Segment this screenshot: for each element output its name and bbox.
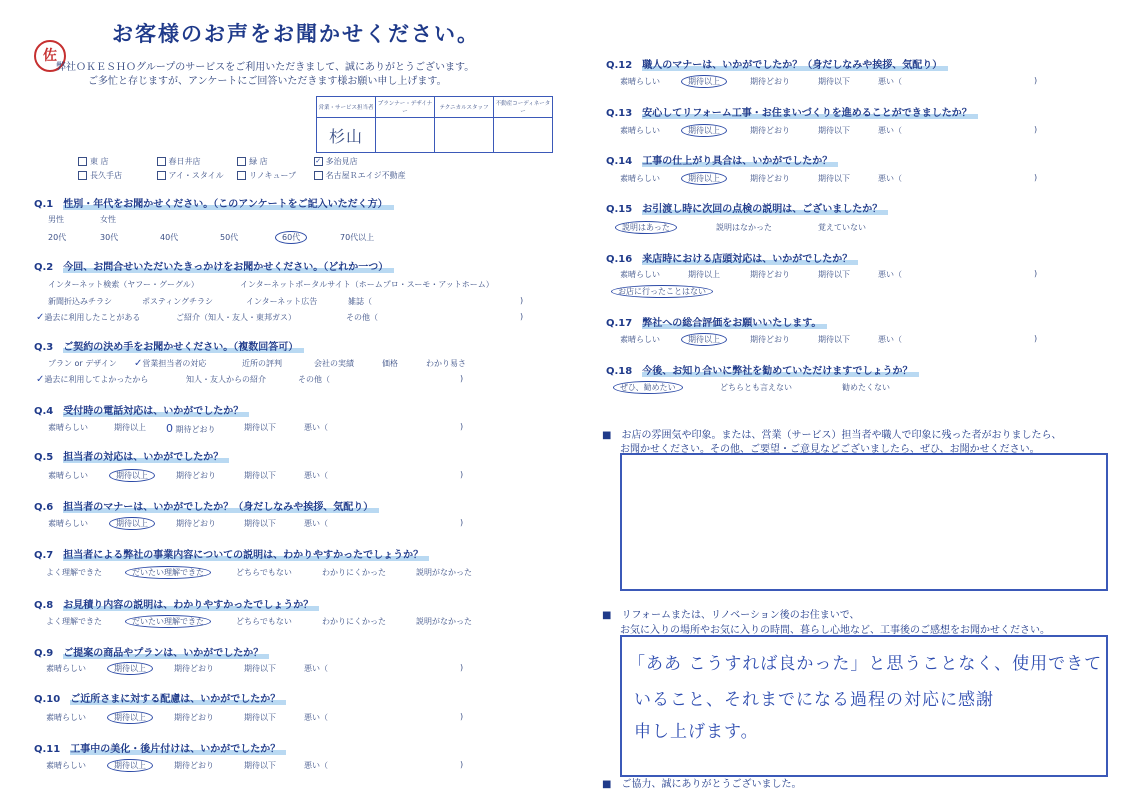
q8-opt-mostly[interactable]: だいたい理解できた — [132, 616, 204, 627]
q12-opt-below[interactable]: 期待以下 — [818, 77, 850, 86]
store-tajimi[interactable]: ✓ 多治見店 — [315, 157, 358, 166]
q6-opt-bad[interactable]: 悪い（ — [304, 519, 328, 528]
q2-opt-other[interactable]: その他（ — [346, 313, 378, 322]
q3-opt-price[interactable]: 価格 — [382, 359, 398, 368]
store-higashi[interactable]: 東 店 — [78, 156, 154, 167]
comment2-prompt-line1: ■ リフォームまたは、リノベーション後のお住まいで、 — [602, 610, 860, 621]
q13-bad-close: ) — [1034, 125, 1038, 134]
q2-opt-magazine[interactable]: 雑誌（ — [348, 297, 372, 306]
q6-opt-above[interactable]: 期待以上 — [116, 518, 148, 529]
store-nagoya-r-age[interactable]: 名古屋Ｒエイジ不動産 — [314, 171, 406, 180]
comment2-box[interactable] — [620, 635, 1108, 777]
q18-opt-neither[interactable]: どちらとも言えない — [720, 383, 792, 392]
q10-bad-close: ) — [460, 712, 464, 721]
thanks-text: ■ ご協力、誠にありがとうございました。 — [602, 779, 802, 790]
checkmark-icon: ✓ — [134, 358, 143, 369]
q12-opt-bad[interactable]: 悪い（ — [878, 77, 902, 86]
q3-opt-track-record[interactable]: 会社の実績 — [314, 359, 354, 368]
q3-opt-other[interactable]: その他（ — [298, 375, 330, 384]
q2-other-close: ) — [520, 312, 524, 321]
q17-bad-close: ) — [1034, 334, 1038, 343]
store-renocube[interactable]: リノキューブ — [237, 170, 311, 181]
q9-opt-as-expected[interactable]: 期待どおり — [174, 664, 214, 673]
q12-opt-excellent[interactable]: 素晴らしい — [620, 77, 660, 86]
q18-opt-definitely[interactable]: ぜひ、勧めたい — [620, 382, 676, 393]
q8-opt-neutral[interactable]: どちらでもない — [236, 617, 292, 626]
store-row-1 — [78, 156, 358, 167]
q11-opt-excellent[interactable]: 素晴らしい — [46, 761, 86, 770]
q4-title: Q.4 受付時の電話対応は、いかがでしたか？ — [34, 402, 249, 417]
q17-opt-bad[interactable]: 悪い（ — [878, 335, 902, 344]
q3-opt-plan[interactable]: プラン or デザイン — [48, 359, 117, 368]
q14-bad-close: ) — [1034, 173, 1038, 182]
staff-value-sales: 杉山 — [317, 118, 376, 153]
q6-title: Q.6 担当者のマナーは、いかがでしたか？（身だしなみや挨拶、気配り） — [34, 498, 379, 513]
q17-opt-above[interactable]: 期待以上 — [688, 334, 720, 345]
comment1-prompt-line1: ■ お店の雰囲気や印象。または、営業（サービス）担当者や職人で印象に残った者がおりましたら、 — [602, 430, 1062, 441]
handwritten-line-3: 申し上げます。 — [634, 722, 759, 742]
q8-title: Q.8 お見積り内容の説明は、わかりやすかったでしょうか？ — [34, 596, 319, 611]
q1-age-40s[interactable]: 40代 — [160, 233, 179, 242]
q8-opt-none[interactable]: 説明がなかった — [416, 617, 472, 626]
form-title: お客様のお声をお聞かせください。 — [112, 22, 480, 46]
q7-title: Q.7 担当者による弊社の事業内容についての説明は、わかりやすかったでしょうか？ — [34, 546, 429, 561]
q17-opt-below[interactable]: 期待以下 — [818, 335, 850, 344]
q7-opt-none[interactable]: 説明がなかった — [416, 568, 472, 577]
staff-table — [316, 96, 553, 153]
q3-opt-clarity[interactable]: わかり易さ — [426, 359, 466, 368]
q4-opt-as-expected[interactable]: 0 期待どおり — [166, 422, 216, 435]
q12-bad-close: ) — [1034, 76, 1038, 85]
q2-opt-past-use[interactable]: ✓過去に利用したことがある — [36, 312, 141, 323]
q15-title: Q.15 お引渡し時に次回の点検の説明は、ございましたか？ — [606, 200, 888, 215]
q13-opt-above[interactable]: 期待以上 — [688, 125, 720, 136]
q7-opt-neutral[interactable]: どちらでもない — [236, 568, 292, 577]
q1-title: Q.1 性別・年代をお聞かせください。（このアンケートをご記入いただく方） — [34, 195, 394, 210]
q5-opt-as-expected[interactable]: 期待どおり — [176, 471, 216, 480]
q9-opt-excellent[interactable]: 素晴らしい — [46, 664, 86, 673]
q10-opt-excellent[interactable]: 素晴らしい — [46, 713, 86, 722]
q2-magazine-close: ) — [520, 296, 524, 305]
q14-opt-above[interactable]: 期待以上 — [688, 173, 720, 184]
q2-opt-web-ad[interactable]: インターネット広告 — [246, 297, 318, 306]
q16-opt-excellent[interactable]: 素晴らしい — [620, 270, 660, 279]
q15-opt-dont-remember[interactable]: 覚えていない — [818, 223, 866, 232]
q17-title: Q.17 弊社への総合評価をお願いいたします。 — [606, 314, 827, 329]
q11-title: Q.11 工事中の美化・後片付けは、いかがでしたか？ — [34, 740, 286, 755]
q1-age-60s[interactable]: 60代 — [282, 232, 300, 243]
q8-opt-unclear[interactable]: わかりにくかった — [322, 617, 386, 626]
q10-title: Q.10 ご近所さまに対する配慮は、いかがでしたか？ — [34, 690, 286, 705]
q17-opt-as-expected[interactable]: 期待どおり — [750, 335, 790, 344]
q2-opt-search[interactable]: インターネット検索（ヤフー・グーグル） — [48, 280, 199, 289]
staff-header-technical: テクニカルスタッフ — [435, 97, 494, 118]
store-istyle[interactable]: アイ・スタイル — [157, 170, 235, 181]
q1-gender-female[interactable]: 女性 — [100, 215, 116, 224]
q10-opt-below[interactable]: 期待以下 — [244, 713, 276, 722]
q9-bad-close: ) — [460, 663, 464, 672]
comment1-box[interactable] — [620, 453, 1108, 591]
staff-value-planner — [376, 118, 435, 153]
q13-opt-below[interactable]: 期待以下 — [818, 126, 850, 135]
q16-opt-below[interactable]: 期待以下 — [818, 270, 850, 279]
q5-opt-bad[interactable]: 悪い（ — [304, 471, 328, 480]
q2-opt-posting[interactable]: ポスティングチラシ — [142, 297, 214, 306]
q16-bad-close: ) — [1034, 269, 1038, 278]
q12-opt-as-expected[interactable]: 期待どおり — [750, 77, 790, 86]
q2-title: Q.2 今回、お問合せいただいたきっかけをお聞かせください。（どれか一つ） — [34, 258, 394, 273]
q6-opt-as-expected[interactable]: 期待どおり — [176, 519, 216, 528]
q1-age-20s[interactable]: 20代 — [48, 233, 67, 242]
q11-opt-as-expected[interactable]: 期待どおり — [174, 761, 214, 770]
q13-opt-bad[interactable]: 悪い（ — [878, 126, 902, 135]
q1-age-30s[interactable]: 30代 — [100, 233, 119, 242]
q14-opt-below[interactable]: 期待以下 — [818, 174, 850, 183]
q4-opt-above[interactable]: 期待以上 — [114, 423, 146, 432]
q5-bad-close: ) — [460, 470, 464, 479]
q15-opt-explained[interactable]: 説明はあった — [622, 222, 670, 233]
q10-opt-bad[interactable]: 悪い（ — [304, 713, 328, 722]
q11-opt-bad[interactable]: 悪い（ — [304, 761, 328, 770]
staff-header-sales: 営業・サービス担当者 — [317, 97, 376, 118]
q12-opt-above[interactable]: 期待以上 — [688, 76, 720, 87]
q3-opt-reputation[interactable]: 近所の評判 — [242, 359, 282, 368]
q7-opt-mostly[interactable]: だいたい理解できた — [132, 567, 204, 578]
comment1-prompt-line2: お聞かせください。その他、ご要望・ご意見などございましたら、ぜひ、お聞かせください。 — [620, 444, 1040, 455]
q4-opt-excellent[interactable]: 素晴らしい — [48, 423, 88, 432]
checkmark-icon: ✓ — [36, 312, 45, 323]
q13-title: Q.13 安心してリフォーム工事・お住まいづくりを進めることができましたか？ — [606, 104, 978, 119]
q9-opt-below[interactable]: 期待以下 — [244, 664, 276, 673]
staff-value-realestate — [494, 118, 553, 153]
handwritten-line-2: いること、それまでになる過程の対応に感謝 — [634, 690, 994, 710]
q2-opt-newspaper[interactable]: 新聞折込みチラシ — [48, 297, 112, 306]
q9-title: Q.9 ご提案の商品やプランは、いかがでしたか？ — [34, 644, 269, 659]
q4-opt-bad[interactable]: 悪い（ — [304, 423, 328, 432]
store-row-2 — [78, 170, 406, 181]
staff-header-realestate: 不動産コーディネーター — [494, 97, 553, 118]
q6-bad-close: ) — [460, 518, 464, 527]
store-nagakute[interactable]: 長久手店 — [78, 170, 154, 181]
q6-opt-below[interactable]: 期待以下 — [244, 519, 276, 528]
seal-stamp: 佐 — [34, 40, 66, 72]
q18-opt-no[interactable]: 勧めたくない — [842, 383, 890, 392]
q4-bad-close: ) — [460, 422, 464, 431]
q2-opt-portal[interactable]: インターネットポータルサイト（ホームプロ・スーモ・アットホーム） — [240, 280, 494, 289]
comment2-prompt-line2: お気に入りの場所やお気に入りの時間、暮らし心地など、工事後のご感想をお聞かせください。 — [620, 625, 1050, 636]
q5-opt-excellent[interactable]: 素晴らしい — [48, 471, 88, 480]
store-midori[interactable]: 緑 店 — [237, 156, 311, 167]
store-kasugai[interactable]: 春日井店 — [157, 156, 235, 167]
q10-opt-as-expected[interactable]: 期待どおり — [174, 713, 214, 722]
staff-header-planner: プランナー・デザイナー — [376, 97, 435, 118]
q16-title: Q.16 来店時における店頭対応は、いかがでしたか？ — [606, 250, 858, 265]
q6-opt-excellent[interactable]: 素晴らしい — [48, 519, 88, 528]
q3-other-close: ) — [460, 374, 464, 383]
q5-title: Q.5 担当者の対応は、いかがでしたか？ — [34, 448, 229, 463]
q1-age-50s[interactable]: 50代 — [220, 233, 239, 242]
checkmark-icon: ✓ — [36, 374, 45, 385]
q3-opt-friend-referral[interactable]: 知人・友人からの紹介 — [186, 375, 266, 384]
q10-opt-above[interactable]: 期待以上 — [114, 712, 146, 723]
q1-age-70s[interactable]: 70代以上 — [340, 233, 375, 242]
q14-title: Q.14 工事の仕上がり具合は、いかがでしたか？ — [606, 152, 838, 167]
q4-opt-below[interactable]: 期待以下 — [244, 423, 276, 432]
q11-bad-close: ) — [460, 760, 464, 769]
intro-line-2: ご多忙と存じますが、アンケートにご回答いただきます様お願い申し上げます。 — [88, 76, 447, 87]
q14-opt-excellent[interactable]: 素晴らしい — [620, 174, 660, 183]
q17-opt-excellent[interactable]: 素晴らしい — [620, 335, 660, 344]
q13-opt-excellent[interactable]: 素晴らしい — [620, 126, 660, 135]
q5-opt-above[interactable]: 期待以上 — [116, 470, 148, 481]
q3-opt-past-good[interactable]: ✓過去に利用してよかったから — [36, 374, 149, 385]
q11-opt-below[interactable]: 期待以下 — [244, 761, 276, 770]
q3-title: Q.3 ご契約の決め手をお聞かせください。（複数回答可） — [34, 338, 304, 353]
q1-gender-male[interactable]: 男性 — [48, 215, 64, 224]
q14-opt-bad[interactable]: 悪い（ — [878, 174, 902, 183]
staff-value-technical — [435, 118, 494, 153]
q16-opt-above[interactable]: 期待以上 — [688, 270, 720, 279]
q16-opt-bad[interactable]: 悪い（ — [878, 270, 902, 279]
q7-opt-unclear[interactable]: わかりにくかった — [322, 568, 386, 577]
q8-opt-understood[interactable]: よく理解できた — [46, 617, 102, 626]
q18-title: Q.18 今後、お知り合いに弊社を勧めていただけますでしょうか？ — [606, 362, 919, 377]
q2-opt-referral[interactable]: ご紹介（知人・友人・東邦ガス） — [176, 313, 296, 322]
q5-opt-below[interactable]: 期待以下 — [244, 471, 276, 480]
q9-opt-above[interactable]: 期待以上 — [114, 663, 146, 674]
q14-opt-as-expected[interactable]: 期待どおり — [750, 174, 790, 183]
intro-line-1: 弊社ＯＫＥＳＨＯグループのサービスをご利用いただきまして、誠にありがとうございます。 — [56, 62, 475, 73]
q16-opt-as-expected[interactable]: 期待どおり — [750, 270, 790, 279]
q15-opt-not-explained[interactable]: 説明はなかった — [716, 223, 772, 232]
q3-opt-sales-rep[interactable]: ✓営業担当者の対応 — [134, 358, 207, 369]
q13-opt-as-expected[interactable]: 期待どおり — [750, 126, 790, 135]
q16-opt-never-visited[interactable]: お店に行ったことはない — [618, 286, 706, 297]
q7-opt-understood[interactable]: よく理解できた — [46, 568, 102, 577]
handwritten-line-1: 「ああ こうすれば良かった」と思うことなく、使用できて — [628, 654, 1103, 674]
q9-opt-bad[interactable]: 悪い（ — [304, 664, 328, 673]
q11-opt-above[interactable]: 期待以上 — [114, 760, 146, 771]
q12-title: Q.12 職人のマナーは、いかがでしたか？（身だしなみや挨拶、気配り） — [606, 56, 948, 71]
